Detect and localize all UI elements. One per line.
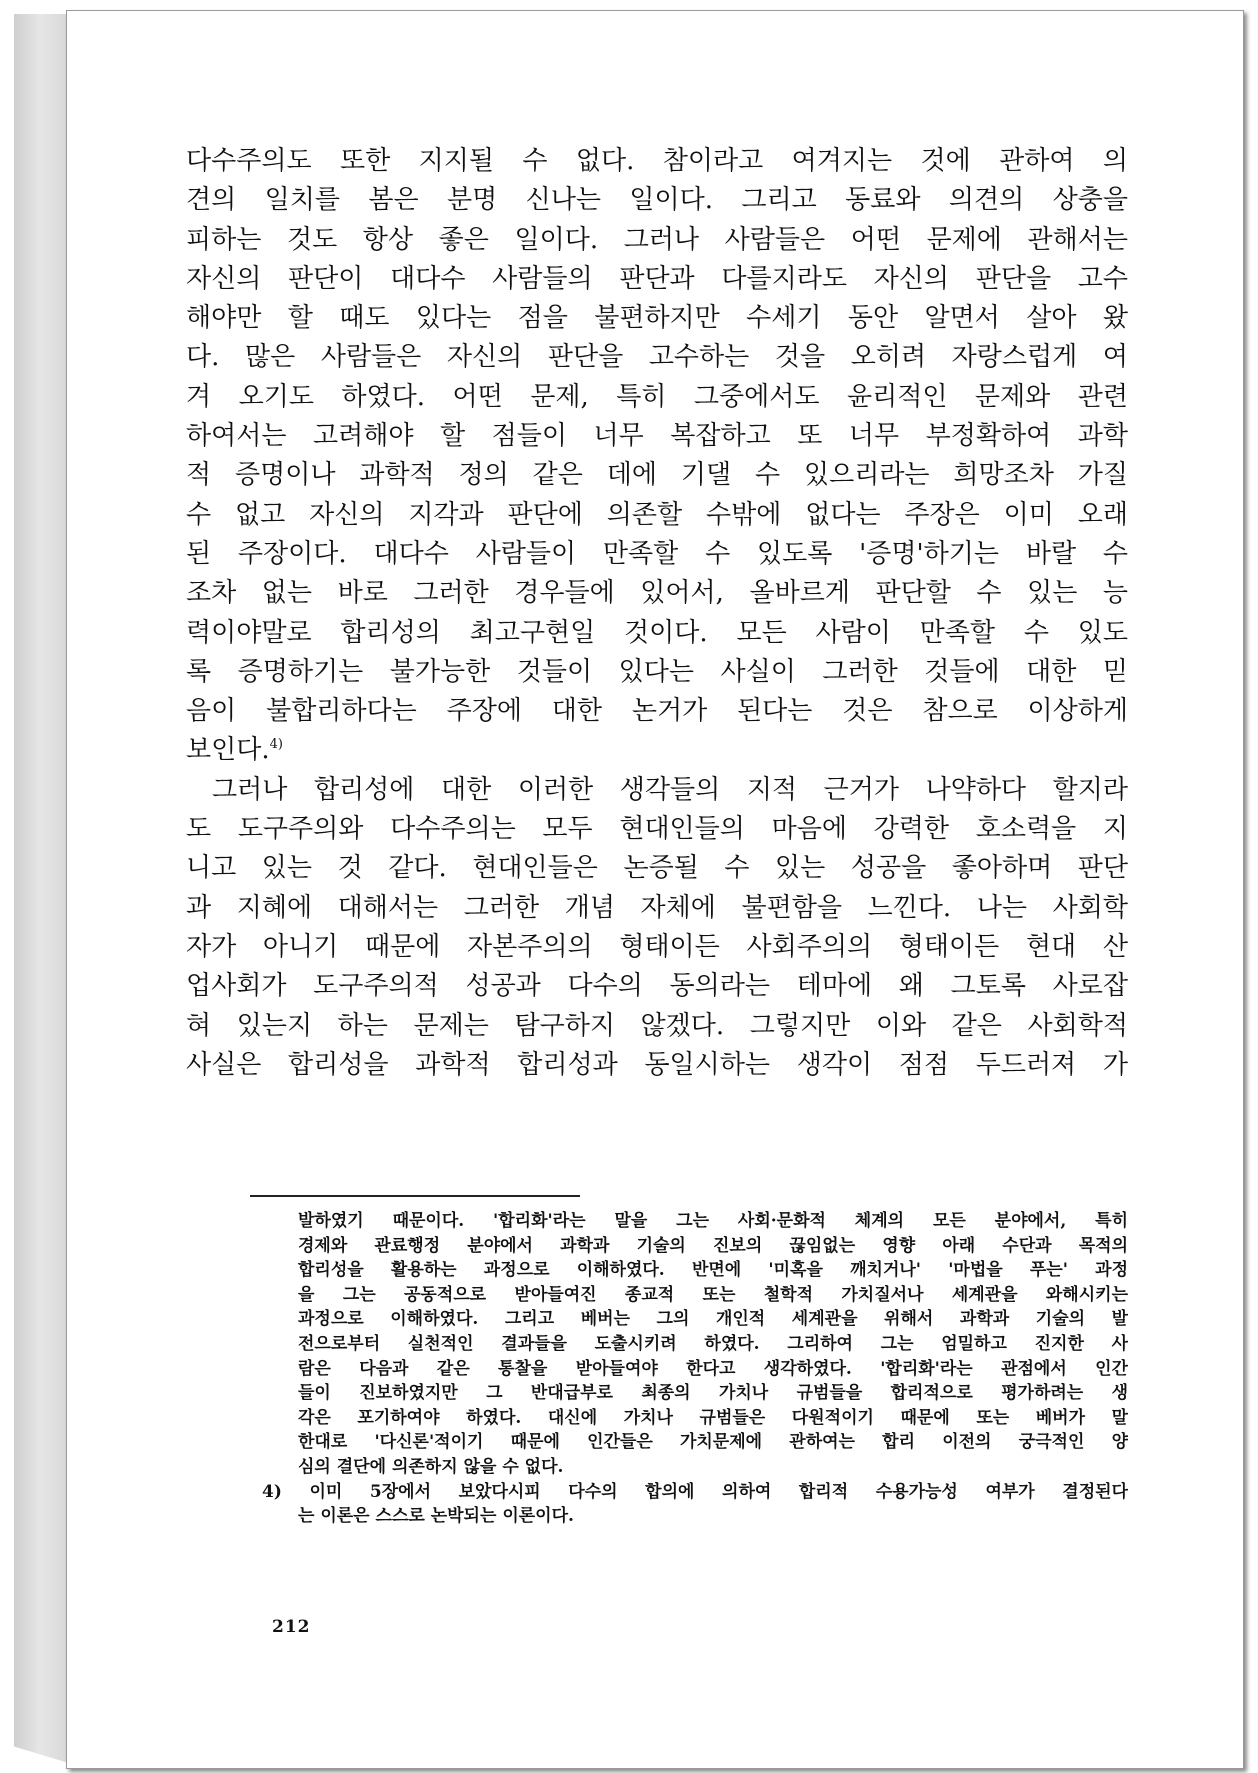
body-line: 조차 없는 바로 그러한 경우들에 있어서, 올바르게 판단할 수 있는 능 [186, 578, 1128, 609]
footnote-line: 발하였기 때문이다. '합리화'라는 말을 그는 사회·문화적 체계의 모든 분야에서, 특히 [298, 1211, 1128, 1231]
body-line: 된 주장이다. 대다수 사람들이 만족할 수 있도록 '증명'하기는 바랄 수 [186, 538, 1128, 569]
body-line: 과 지혜에 대해서는 그러한 개념 자체에 불편함을 느낀다. 나는 사회학 [186, 892, 1128, 923]
body-line: 하여서는 고려해야 할 점들이 너무 복잡하고 또 너무 부정확하여 과학 [186, 421, 1128, 452]
footnote-line: 람은 다음과 같은 통찰을 받아들여야 한다고 생각하였다. '합리화'라는 관점에서 인간 [298, 1358, 1128, 1379]
footnote-line: 경제와 관료행정 분야에서 과학과 기술의 진보의 끊임없는 영향 아래 수단과 목적의 [298, 1235, 1128, 1256]
body-line: 업사회가 도구주의적 성공과 다수의 동의라는 테마에 왜 그토록 사로잡 [186, 971, 1128, 1002]
footnote-4-line: 는 이론은 스스로 논박되는 이론이다. [298, 1506, 574, 1527]
body-line: 다. 많은 사람들은 자신의 판단을 고수하는 것을 오히려 자랑스럽게 여 [186, 342, 1128, 373]
footnote-line: 들이 진보하였지만 그 반대급부로 최종의 가치나 규범들을 합리적으로 평가하려는 생 [298, 1383, 1128, 1404]
body-line: 음이 불합리하다는 주장에 대한 논거가 된다는 것은 참으로 이상하게 [186, 696, 1128, 727]
body-line: 자신의 판단이 대다수 사람들의 판단과 다를지라도 자신의 판단을 고수 [186, 263, 1128, 294]
body-line: 사실은 합리성을 과학적 합리성과 동일시하는 생각이 점점 두드러져 가 [186, 1049, 1128, 1080]
page-number: 212 [272, 1617, 311, 1637]
footnote-line: 을 그는 공동적으로 받아들여진 종교적 또는 철학적 가치질서나 세계관을 와해시키는 [298, 1284, 1128, 1305]
body-line: 해야만 할 때도 있다는 점을 불편하지만 수세기 동안 알면서 살아 왔 [186, 303, 1128, 334]
body-line: 피하는 것도 항상 좋은 일이다. 그러나 사람들은 어떤 문제에 관해서는 [186, 224, 1128, 255]
body-text [186, 142, 1128, 1085]
body-line: 록 증명하기는 불가능한 것들이 있다는 사실이 그러한 것들에 대한 믿 [186, 656, 1128, 687]
body-line-text: 보인다. [186, 735, 270, 766]
footnote-line: 합리성을 활용하는 과정으로 이해하였다. 반면에 '미혹을 깨치거나' '마법을 푸는' 과정 [298, 1260, 1128, 1281]
body-line: 겨 오기도 하였다. 어떤 문제, 특히 그중에서도 윤리적인 문제와 관련 [186, 381, 1128, 412]
footnote-line: 과정으로 이해하였다. 그리고 베버는 그의 개인적 세계관을 위해서 과학과 기술의 발 [298, 1309, 1128, 1330]
body-line: 력이야말로 합리성의 최고구현일 것이다. 모든 사람이 만족할 수 있도 [186, 617, 1128, 648]
body-line: 수 없고 자신의 지각과 판단에 의존할 수밖에 없다는 주장은 이미 오래 [186, 499, 1128, 530]
body-line: 도 도구주의와 다수주의는 모두 현대인들의 마음에 강력한 호소력을 지 [186, 814, 1128, 845]
body-line-with-footnote [186, 731, 1128, 770]
body-line: 혀 있는지 하는 문제는 탐구하지 않겠다. 그렇지만 이와 같은 사회학적 [186, 1010, 1128, 1041]
footnote-separator [250, 1195, 580, 1197]
footnote-line: 각은 포기하여야 하였다. 대신에 가치나 규범들은 다원적이기 때문에 또는 베버가 말 [298, 1407, 1128, 1428]
footnote-line: 전으로부터 실천적인 결과들을 도출시키려 하였다. 그리하여 그는 엄밀하고 진지한 사 [298, 1333, 1128, 1354]
footnote-line: 한대로 '다신론'적이기 때문에 인간들은 가치문제에 관하여는 합리 이전의 궁극적인 양 [298, 1432, 1128, 1453]
body-line: 그러나 합리성에 대한 이러한 생각들의 지적 근거가 나약하다 할지라 [212, 774, 1128, 805]
footnote-4-line: 4) 이미 5장에서 보았다시피 다수의 합의에 의하여 합리적 수용가능성 여부가 결정된다 [262, 1481, 1128, 1502]
body-line: 다수주의도 또한 지지될 수 없다. 참이라고 여겨지는 것에 관하여 의 [186, 146, 1128, 176]
book-spine-edge [14, 14, 72, 1764]
body-line: 니고 있는 것 같다. 현대인들은 논증될 수 있는 성공을 좋아하며 판단 [186, 853, 1128, 884]
footnote-line: 심의 결단에 의존하지 않을 수 없다. [298, 1456, 564, 1477]
body-line: 견의 일치를 봄은 분명 신나는 일이다. 그리고 동료와 의견의 상충을 [186, 185, 1128, 216]
footnote-marker: 4) [269, 737, 283, 753]
body-line: 적 증명이나 과학적 정의 같은 데에 기댈 수 있으리라는 희망조차 가질 [186, 460, 1128, 491]
body-line: 자가 아니기 때문에 자본주의의 형태이든 사회주의의 형태이든 현대 산 [186, 931, 1128, 962]
footnotes [262, 1209, 1128, 1529]
